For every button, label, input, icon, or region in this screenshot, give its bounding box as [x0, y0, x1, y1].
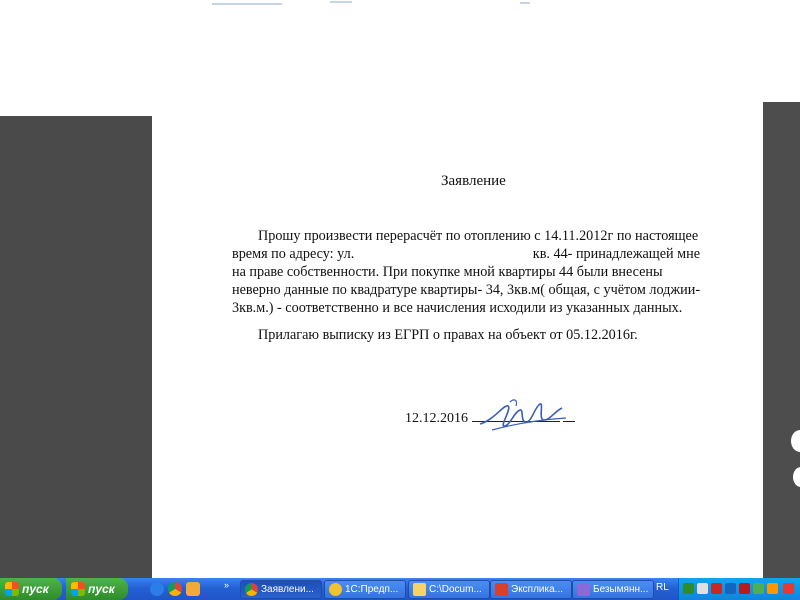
tray-antivirus-icon[interactable]	[711, 583, 722, 594]
scanner-top-margin	[0, 0, 800, 120]
start-label: пуск	[88, 582, 115, 596]
taskbar-item-label: Безымянн...	[593, 584, 649, 595]
ie-icon[interactable]	[150, 582, 164, 596]
document-title: Заявление	[441, 173, 506, 189]
taskbar-item-0[interactable]	[240, 580, 322, 599]
scan-artifact	[791, 430, 800, 452]
taskbar-item-label: Заявлени...	[261, 584, 314, 595]
scanner-right-margin	[763, 102, 800, 578]
pdf-icon	[495, 583, 508, 596]
start-button-2[interactable]	[66, 578, 128, 600]
scan-speck	[330, 1, 352, 3]
address-suffix: кв. 44- принадлежащей мне	[529, 246, 701, 262]
quicklaunch-more-icon[interactable]: »	[224, 580, 230, 590]
scan-speck	[520, 2, 530, 4]
tray-app-icon[interactable]	[697, 583, 708, 594]
1c-icon	[329, 583, 342, 596]
paragraph-1-line-3: на праве собственности. При покупке мной квартиры 44 были внесены	[232, 264, 663, 280]
paragraph-1-line-5: 3кв.м.) - соответственно и все начисления исходили из указанных данных.	[232, 300, 683, 316]
app-quicklaunch-icon[interactable]	[186, 582, 200, 596]
tray-update-icon[interactable]	[725, 583, 736, 594]
chrome-icon	[245, 583, 258, 596]
tray-volume-icon[interactable]	[767, 583, 778, 594]
tray-network-icon[interactable]	[683, 583, 694, 594]
paragraph-1-line-2	[232, 245, 700, 263]
paragraph-2: Прилагаю выписку из ЕГРП о правах на объект от 05.12.2016г.	[258, 327, 638, 343]
taskbar-item-2[interactable]	[408, 580, 490, 599]
taskbar	[0, 578, 800, 600]
start-button[interactable]	[0, 578, 62, 600]
paragraph-1-line-1: Прошу произвести перерасчёт по отоплению с 14.11.2012г по настоящее	[258, 228, 699, 244]
scanner-left-margin	[0, 116, 152, 578]
windows-logo-icon	[71, 582, 85, 596]
taskbar-item-label: Эксплика...	[511, 584, 564, 595]
system-tray	[678, 578, 800, 600]
scan-speck	[212, 3, 282, 5]
tray-misc-icon[interactable]	[783, 583, 794, 594]
handwritten-signature	[474, 394, 570, 436]
taskbar-item-label: C:\Docum...	[429, 584, 482, 595]
language-indicator[interactable]: RL	[656, 582, 669, 593]
windows-logo-icon	[5, 582, 19, 596]
taskbar-item-1[interactable]	[324, 580, 406, 599]
folder-icon	[413, 583, 426, 596]
taskbar-item-4[interactable]	[572, 580, 654, 599]
tray-status-icon[interactable]	[753, 583, 764, 594]
taskbar-item-label: 1С:Предп...	[345, 584, 399, 595]
document-date: 12.12.2016	[405, 411, 468, 426]
address-prefix: время по адресу: ул.	[232, 246, 355, 262]
paragraph-1-line-4: неверно данные по квадратуре квартиры- 34, 3кв.м( общая, с учётом лоджии-	[232, 282, 701, 298]
chrome-icon[interactable]	[168, 582, 182, 596]
start-label: пуск	[22, 582, 49, 596]
tray-alert-icon[interactable]	[739, 583, 750, 594]
taskbar-item-3[interactable]	[490, 580, 572, 599]
paint-icon	[577, 583, 590, 596]
scan-artifact	[793, 467, 800, 487]
